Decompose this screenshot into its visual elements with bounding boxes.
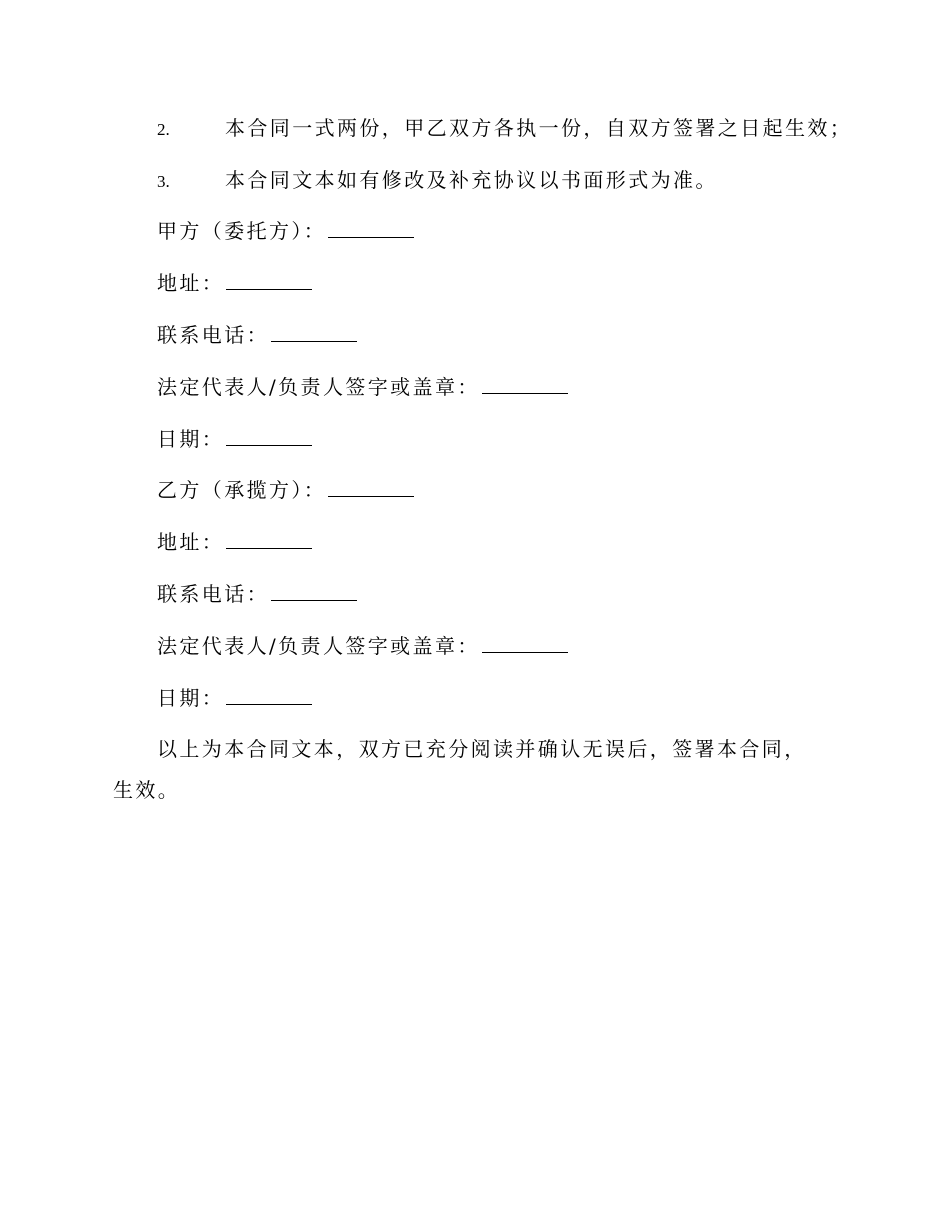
party-a-address-blank <box>226 271 312 290</box>
party-b-phone-row <box>157 580 357 608</box>
party-b-phone-blank <box>271 582 357 601</box>
party-b-name-blank <box>328 478 414 497</box>
party-a-name-label: 甲方（委托方）： <box>157 219 327 243</box>
party-b-signature-label: 法定代表人/负责人签字或盖章： <box>157 634 480 658</box>
party-a-date-label: 日期： <box>157 427 225 451</box>
party-a-name-row <box>157 217 414 245</box>
party-b-signature-blank <box>482 634 568 653</box>
party-b-signature-row <box>157 632 568 660</box>
party-b-name-row <box>157 476 414 504</box>
party-a-date-row <box>157 425 312 453</box>
party-b-address-row <box>157 528 312 556</box>
clause-text: 本合同一式两份，甲乙双方各执一份，自双方签署之日起生效； <box>225 116 853 140</box>
clause-2 <box>157 114 852 144</box>
party-b-address-blank <box>226 530 312 549</box>
party-b-address-label: 地址： <box>157 530 225 554</box>
party-a-date-blank <box>226 427 312 446</box>
clause-number: 2. <box>157 120 170 139</box>
party-a-phone-blank <box>271 323 357 342</box>
party-a-address-label: 地址： <box>157 271 225 295</box>
clause-text: 本合同文本如有修改及补充协议以书面形式为准。 <box>225 168 718 192</box>
party-b-name-label: 乙方（承揽方）： <box>157 478 327 502</box>
party-a-signature-blank <box>482 375 568 394</box>
party-a-phone-row <box>157 321 357 349</box>
party-a-signature-label: 法定代表人/负责人签字或盖章： <box>157 375 480 399</box>
clause-number: 3. <box>157 172 170 191</box>
party-a-address-row <box>157 269 312 297</box>
party-b-date-label: 日期： <box>157 686 225 710</box>
clause-3 <box>157 166 718 196</box>
party-a-name-blank <box>328 219 414 238</box>
party-b-date-blank <box>226 686 312 705</box>
party-b-phone-label: 联系电话： <box>157 582 269 606</box>
closing-paragraph: 以上为本合同文本，双方已充分阅读并确认无误后，签署本合同，生效。 <box>113 737 807 802</box>
party-b-date-row <box>157 684 312 712</box>
party-a-signature-row <box>157 373 568 401</box>
party-a-phone-label: 联系电话： <box>157 323 269 347</box>
